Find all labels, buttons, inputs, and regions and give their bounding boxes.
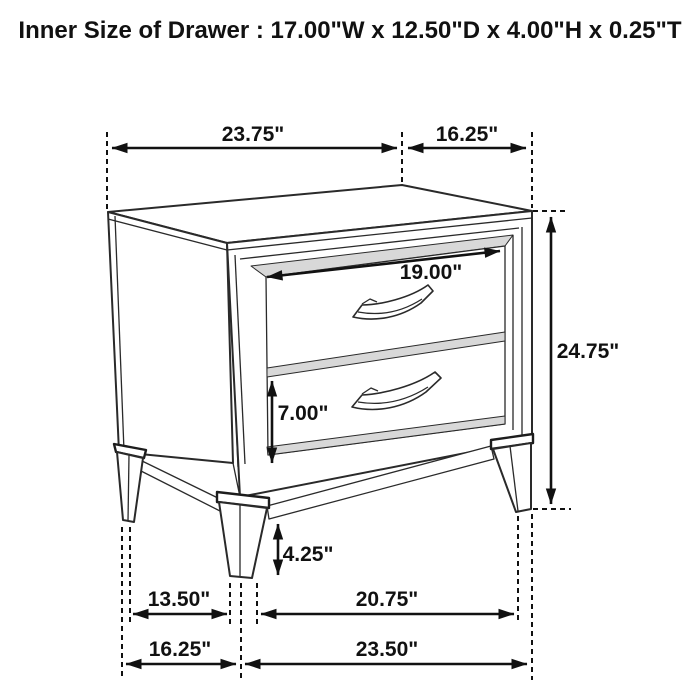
front-right-leg	[491, 434, 533, 512]
front-left-leg	[217, 492, 269, 578]
left-apron	[138, 459, 222, 512]
dim-label-drawer-height: 7.00"	[277, 402, 329, 425]
dim-label-top-width: 23.75"	[221, 123, 285, 146]
dim-label-drawer-width: 19.00"	[399, 261, 463, 284]
dim-label-overall-depth: 16.25"	[148, 638, 212, 661]
dim-label-side-leg-spacing: 13.50"	[147, 588, 211, 611]
dim-label-overall-height: 24.75"	[556, 340, 620, 363]
dim-label-top-depth: 16.25"	[435, 123, 499, 146]
dim-label-overall-width: 23.50"	[355, 638, 419, 661]
left-side-panel	[108, 212, 233, 463]
diagram-title: Inner Size of Drawer : 17.00"W x 12.50"D x 4.00"H x 0.25"T	[18, 17, 682, 44]
dim-label-leg-height: 4.25"	[282, 543, 334, 566]
dim-label-front-leg-spacing: 20.75"	[355, 588, 419, 611]
nightstand-body	[108, 185, 533, 578]
back-left-leg	[114, 444, 146, 522]
